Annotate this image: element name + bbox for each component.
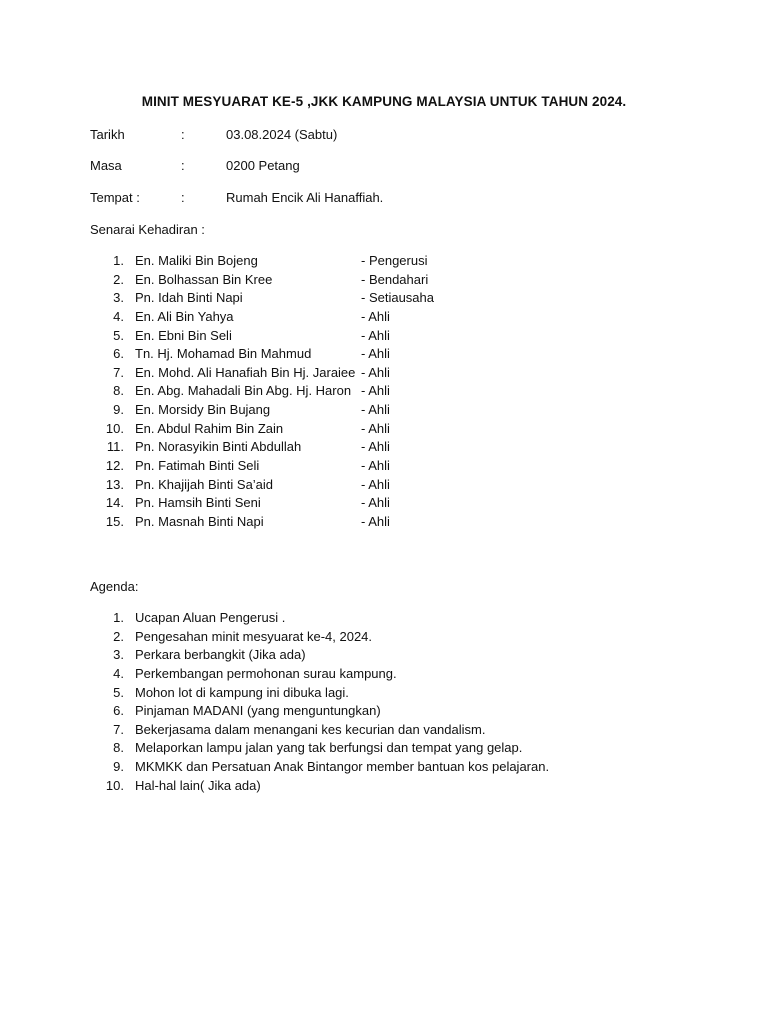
attendee-role: - Ahli (361, 439, 390, 455)
agenda-item (0, 665, 768, 684)
agenda-list (0, 609, 768, 795)
attendee-row (0, 345, 768, 364)
attendee-role: - Ahli (361, 327, 390, 343)
attendee-number: 13. (105, 476, 124, 492)
attendee-row (0, 420, 768, 439)
attendee-number: 2. (113, 271, 124, 287)
agenda-number: 5. (113, 684, 124, 700)
attendee-name: En. Mohd. Ali Hanafiah Bin Hj. Jaraiee (135, 364, 356, 380)
attendee-role: - Ahli (361, 308, 390, 324)
agenda-text: Hal-hal lain( Jika ada) (135, 777, 261, 793)
agenda-text: Perkara berbangkit (Jika ada) (135, 647, 306, 663)
agenda-text: Ucapan Aluan Pengerusi . (135, 610, 286, 625)
attendee-name: En. Abg. Mahadali Bin Abg. Hj. Haron (135, 383, 352, 399)
agenda-item (0, 739, 768, 758)
meta-label: Masa (90, 158, 122, 173)
meta-value: Rumah Encik Ali Hanaffiah. (226, 190, 384, 205)
agenda-number: 8. (113, 740, 124, 756)
attendee-name: Pn. Idah Binti Napi (135, 290, 243, 306)
agenda-text: Bekerjasama dalam menangani kes kecurian dan vandalism. (135, 721, 486, 737)
attendee-number: 4. (113, 308, 124, 324)
attendee-name: En. Bolhassan Bin Kree (135, 271, 273, 287)
agenda-number: 10. (105, 777, 124, 793)
agenda-item (0, 777, 768, 796)
attendance-list (0, 252, 768, 532)
attendee-row (0, 382, 768, 401)
attendee-number: 1. (113, 253, 124, 268)
attendee-number: 8. (113, 383, 124, 399)
meta-colon: : (181, 158, 185, 173)
attendee-role: - Ahli (361, 364, 390, 380)
attendee-row (0, 364, 768, 383)
meta-colon: : (181, 190, 185, 205)
meta-value: 0200 Petang (226, 158, 300, 173)
attendee-role: - Ahli (361, 383, 390, 399)
attendee-role: - Ahli (361, 458, 390, 474)
attendee-row (0, 401, 768, 420)
attendee-number: 6. (113, 346, 124, 362)
agenda-text: Perkembangan permohonan surau kampung. (135, 665, 397, 681)
attendee-name: Tn. Hj. Mohamad Bin Mahmud (135, 346, 312, 362)
attendee-role: - Pengerusi (361, 253, 428, 268)
attendee-name: En. Maliki Bin Bojeng (135, 253, 258, 268)
attendee-number: 9. (113, 402, 124, 418)
attendee-row (0, 271, 768, 290)
attendee-number: 11. (106, 439, 124, 455)
document-title: MINIT MESYUARAT KE-5 ,JKK KAMPUNG MALAYSIA UNTUK TAHUN 2024. (141, 94, 627, 109)
agenda-item (0, 758, 768, 777)
attendance-heading: Senarai Kehadiran : (90, 222, 205, 237)
attendee-role: - Ahli (361, 476, 390, 492)
attendee-name: En. Ebni Bin Seli (135, 327, 232, 343)
attendee-role: - Setiausaha (361, 290, 434, 306)
agenda-item (0, 721, 768, 740)
attendee-name: Pn. Hamsih Binti Seni (135, 495, 261, 511)
agenda-text: Pengesahan minit mesyuarat ke-4, 2024. (135, 628, 373, 644)
attendee-name: En. Morsidy Bin Bujang (135, 402, 271, 418)
attendee-row (0, 327, 768, 346)
attendee-role: - Ahli (361, 402, 390, 418)
attendee-row (0, 494, 768, 513)
attendee-number: 15. (105, 513, 124, 529)
attendee-name: Pn. Fatimah Binti Seli (135, 458, 260, 474)
attendee-role: - Ahli (361, 420, 390, 436)
agenda-number: 9. (113, 759, 124, 775)
attendee-number: 3. (113, 290, 124, 306)
agenda-text: Melaporkan lampu jalan yang tak berfungsi dan tempat yang gelap. (135, 740, 523, 756)
agenda-number: 1. (113, 610, 124, 625)
attendee-number: 14. (105, 495, 124, 511)
meta-value: 03.08.2024 (Sabtu) (226, 127, 338, 142)
attendee-role: - Ahli (361, 346, 390, 362)
attendee-row (0, 457, 768, 476)
agenda-item (0, 646, 768, 665)
meta-label: Tarikh (90, 127, 125, 142)
attendee-row (0, 252, 768, 271)
attendee-name: Pn. Norasyikin Binti Abdullah (135, 439, 302, 455)
attendee-name: En. Abdul Rahim Bin Zain (135, 420, 284, 436)
agenda-item (0, 609, 768, 628)
attendee-row (0, 438, 768, 457)
attendee-row (0, 289, 768, 308)
agenda-number: 3. (113, 647, 124, 663)
agenda-number: 2. (113, 628, 124, 644)
agenda-item (0, 628, 768, 647)
attendee-name: Pn. Masnah Binti Napi (135, 513, 264, 529)
agenda-number: 6. (113, 703, 124, 719)
attendee-row (0, 476, 768, 495)
agenda-item (0, 702, 768, 721)
attendee-name: Pn. Khajijah Binti Sa’aid (135, 476, 274, 492)
attendee-number: 12. (105, 458, 124, 474)
agenda-text: Mohon lot di kampung ini dibuka lagi. (135, 684, 349, 700)
attendee-role: - Bendahari (361, 271, 429, 287)
attendee-row (0, 308, 768, 327)
agenda-number: 4. (113, 665, 124, 681)
meta-label: Tempat : (90, 190, 140, 205)
agenda-text: MKMKK dan Persatuan Anak Bintangor member bantuan kos pelajaran. (135, 759, 550, 775)
attendee-name: En. Ali Bin Yahya (135, 308, 234, 324)
meta-colon: : (181, 127, 185, 142)
attendee-row (0, 513, 768, 532)
attendee-number: 5. (113, 327, 124, 343)
attendee-role: - Ahli (361, 513, 390, 529)
agenda-text: Pinjaman MADANI (yang menguntungkan) (135, 703, 381, 719)
attendee-role: - Ahli (361, 495, 390, 511)
agenda-item (0, 684, 768, 703)
attendee-number: 7. (113, 364, 124, 380)
agenda-heading: Agenda: (90, 579, 139, 594)
attendee-number: 10. (105, 420, 124, 436)
agenda-number: 7. (113, 721, 124, 737)
